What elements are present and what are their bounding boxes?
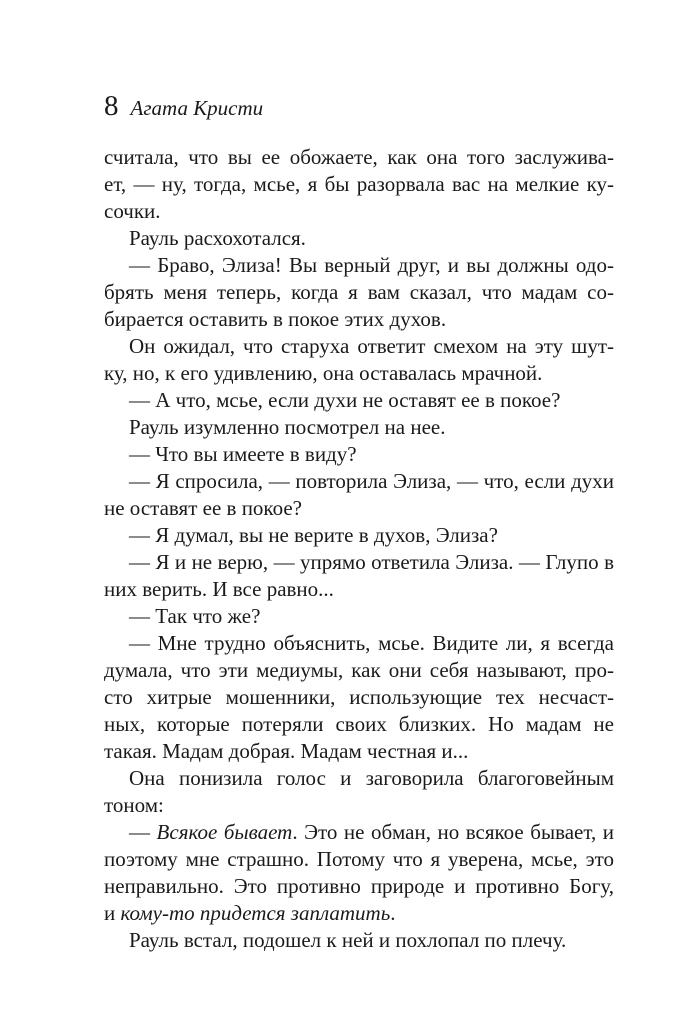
text-line-italic-end xyxy=(104,900,614,927)
text-fragment: . Это не обман, но всякое бывает, и xyxy=(292,820,614,844)
text-line: — Я спросила, — повторила Элиза, — что, если духи xyxy=(129,469,614,493)
text-line: — Так что же? xyxy=(129,604,261,628)
text-line: Рауль встал, подошел к ней и похлопал по плечу. xyxy=(129,928,567,952)
page-number: 8 xyxy=(104,90,119,122)
text-line: думала, что эти медиумы, как они себя называют, про- xyxy=(104,658,614,682)
emphasis: кому-то придется заплатить xyxy=(120,901,391,925)
running-head-author: Агата Кристи xyxy=(130,96,264,120)
text-line: ет, — ну, тогда, мсье, я бы разорвала вас на мелкие ку- xyxy=(104,172,614,196)
text-fragment: и xyxy=(104,901,121,925)
text-line: ных, которые потеряли своих близких. Но мадам не xyxy=(104,712,614,736)
text-line: Она понизила голос и заговорила благоговейным xyxy=(129,766,614,790)
text-line: поэтому мне страшно. Потому что я уверена, мсье, это xyxy=(104,847,614,871)
text-fragment: . xyxy=(390,901,396,925)
text-line: ку, но, к его удивлению, она оставалась мрачной. xyxy=(104,361,543,385)
text-line: считала, что вы ее обожаете, как она того заслужива- xyxy=(104,145,614,169)
text-line: неправильно. Это противно природе и противно Богу, xyxy=(104,874,614,898)
text-line: — А что, мсье, если духи не оставят ее в покое? xyxy=(129,388,561,412)
text-line: Он ожидал, что старуха ответит смехом на эту шут- xyxy=(129,334,614,358)
emphasis: Всякое бывает xyxy=(156,820,293,844)
text-line: — Я и не верю, — упрямо ответила Элиза. — Глупо в xyxy=(129,550,614,574)
text-line: — Я думал, вы не верите в духов, Элиза? xyxy=(129,523,498,547)
text-line: не оставят ее в покое? xyxy=(104,496,302,520)
text-line: такая. Мадам добрая. Мадам честная и... xyxy=(104,739,469,763)
text-line: них верить. И все равно... xyxy=(104,577,334,601)
running-head xyxy=(104,88,263,124)
dash: — xyxy=(129,820,157,844)
text-line: бирается оставить в покое этих духов. xyxy=(104,307,447,331)
text-line: — Что вы имеете в виду? xyxy=(129,442,357,466)
text-line: Рауль расхохотался. xyxy=(129,226,306,250)
text-line: сто хитрые мошенники, использующие тех несчаст- xyxy=(104,685,614,709)
body-text xyxy=(104,144,614,954)
text-line: брять меня теперь, когда я вам сказал, что мадам со- xyxy=(104,280,614,304)
text-line: — Мне трудно объяснить, мсье. Видите ли, я всегда xyxy=(129,631,614,655)
text-line-italic-start xyxy=(104,819,614,846)
text-line: — Браво, Элиза! Вы верный друг, и вы должны одо- xyxy=(129,253,614,277)
text-line: тоном: xyxy=(104,793,164,817)
text-line: Рауль изумленно посмотрел на нее. xyxy=(129,415,446,439)
text-line: сочки. xyxy=(104,199,161,223)
